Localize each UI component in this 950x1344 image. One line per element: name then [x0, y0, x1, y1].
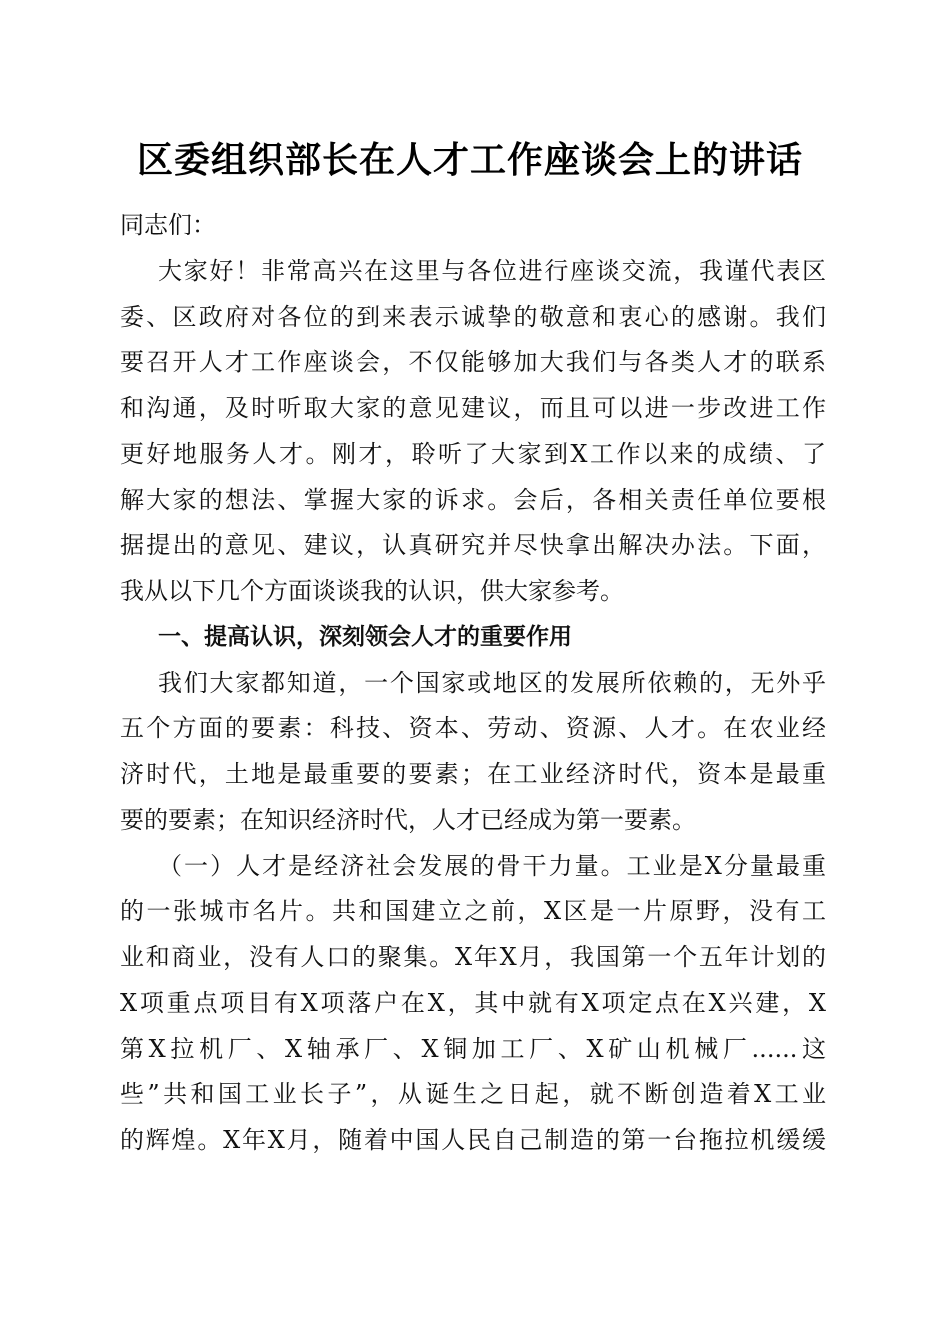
paragraph-line: 解大家的想法、掌握大家的诉求。会后，各相关责任单位要根 — [120, 486, 826, 514]
paragraph-line: （一）人才是经济社会发展的骨干力量。工业是X分量最重 — [158, 852, 826, 880]
paragraph-line: 第X拉机厂、X轴承厂、X铜加工厂、X矿山机械厂......这 — [120, 1035, 826, 1063]
paragraph-line: 要的要素；在知识经济时代，人才已经成为第一要素。 — [120, 806, 696, 834]
paragraph-line: 的辉煌。X年X月，随着中国人民自己制造的第一台拖拉机缓缓 — [120, 1126, 826, 1154]
paragraph-line: 济时代，土地是最重要的要素；在工业经济时代，资本是最重 — [120, 760, 826, 788]
paragraph-line: 的一张城市名片。共和国建立之前，X区是一片原野，没有工 — [120, 897, 826, 925]
paragraph-line: 些”共和国工业长子”，从诞生之日起，就不断创造着X工业 — [120, 1080, 826, 1108]
paragraph-line: 我们大家都知道，一个国家或地区的发展所依赖的，无外乎 — [158, 669, 826, 697]
paragraph-line: X项重点项目有X项落户在X，其中就有X项定点在X兴建，X — [120, 989, 826, 1017]
paragraph-line: 更好地服务人才。刚才，聆听了大家到X工作以来的成绩、了 — [120, 440, 826, 468]
paragraph-line: 业和商业，没有人口的聚集。X年X月，我国第一个五年计划的 — [120, 943, 826, 971]
paragraph-line: 五个方面的要素：科技、资本、劳动、资源、人才。在农业经 — [120, 714, 826, 742]
paragraph-line: 大家好！非常高兴在这里与各位进行座谈交流，我谨代表区 — [158, 257, 826, 285]
section-heading: 一、提高认识，深刻领会人才的重要作用 — [158, 624, 572, 650]
salutation: 同志们： — [120, 211, 216, 239]
paragraph-line: 据提出的意见、建议，认真研究并尽快拿出解决办法。下面， — [120, 531, 826, 559]
paragraph-line: 和沟通，及时听取大家的意见建议，而且可以进一步改进工作 — [120, 394, 826, 422]
paragraph-line: 要召开人才工作座谈会，不仅能够加大我们与各类人才的联系 — [120, 348, 826, 376]
paragraph-line: 我从以下几个方面谈谈我的认识，供大家参考。 — [120, 577, 624, 605]
paragraph-line: 委、区政府对各位的到来表示诚挚的敬意和衷心的感谢。我们 — [120, 303, 826, 331]
document-title: 区委组织部长在人才工作座谈会上的讲话 — [136, 139, 803, 181]
